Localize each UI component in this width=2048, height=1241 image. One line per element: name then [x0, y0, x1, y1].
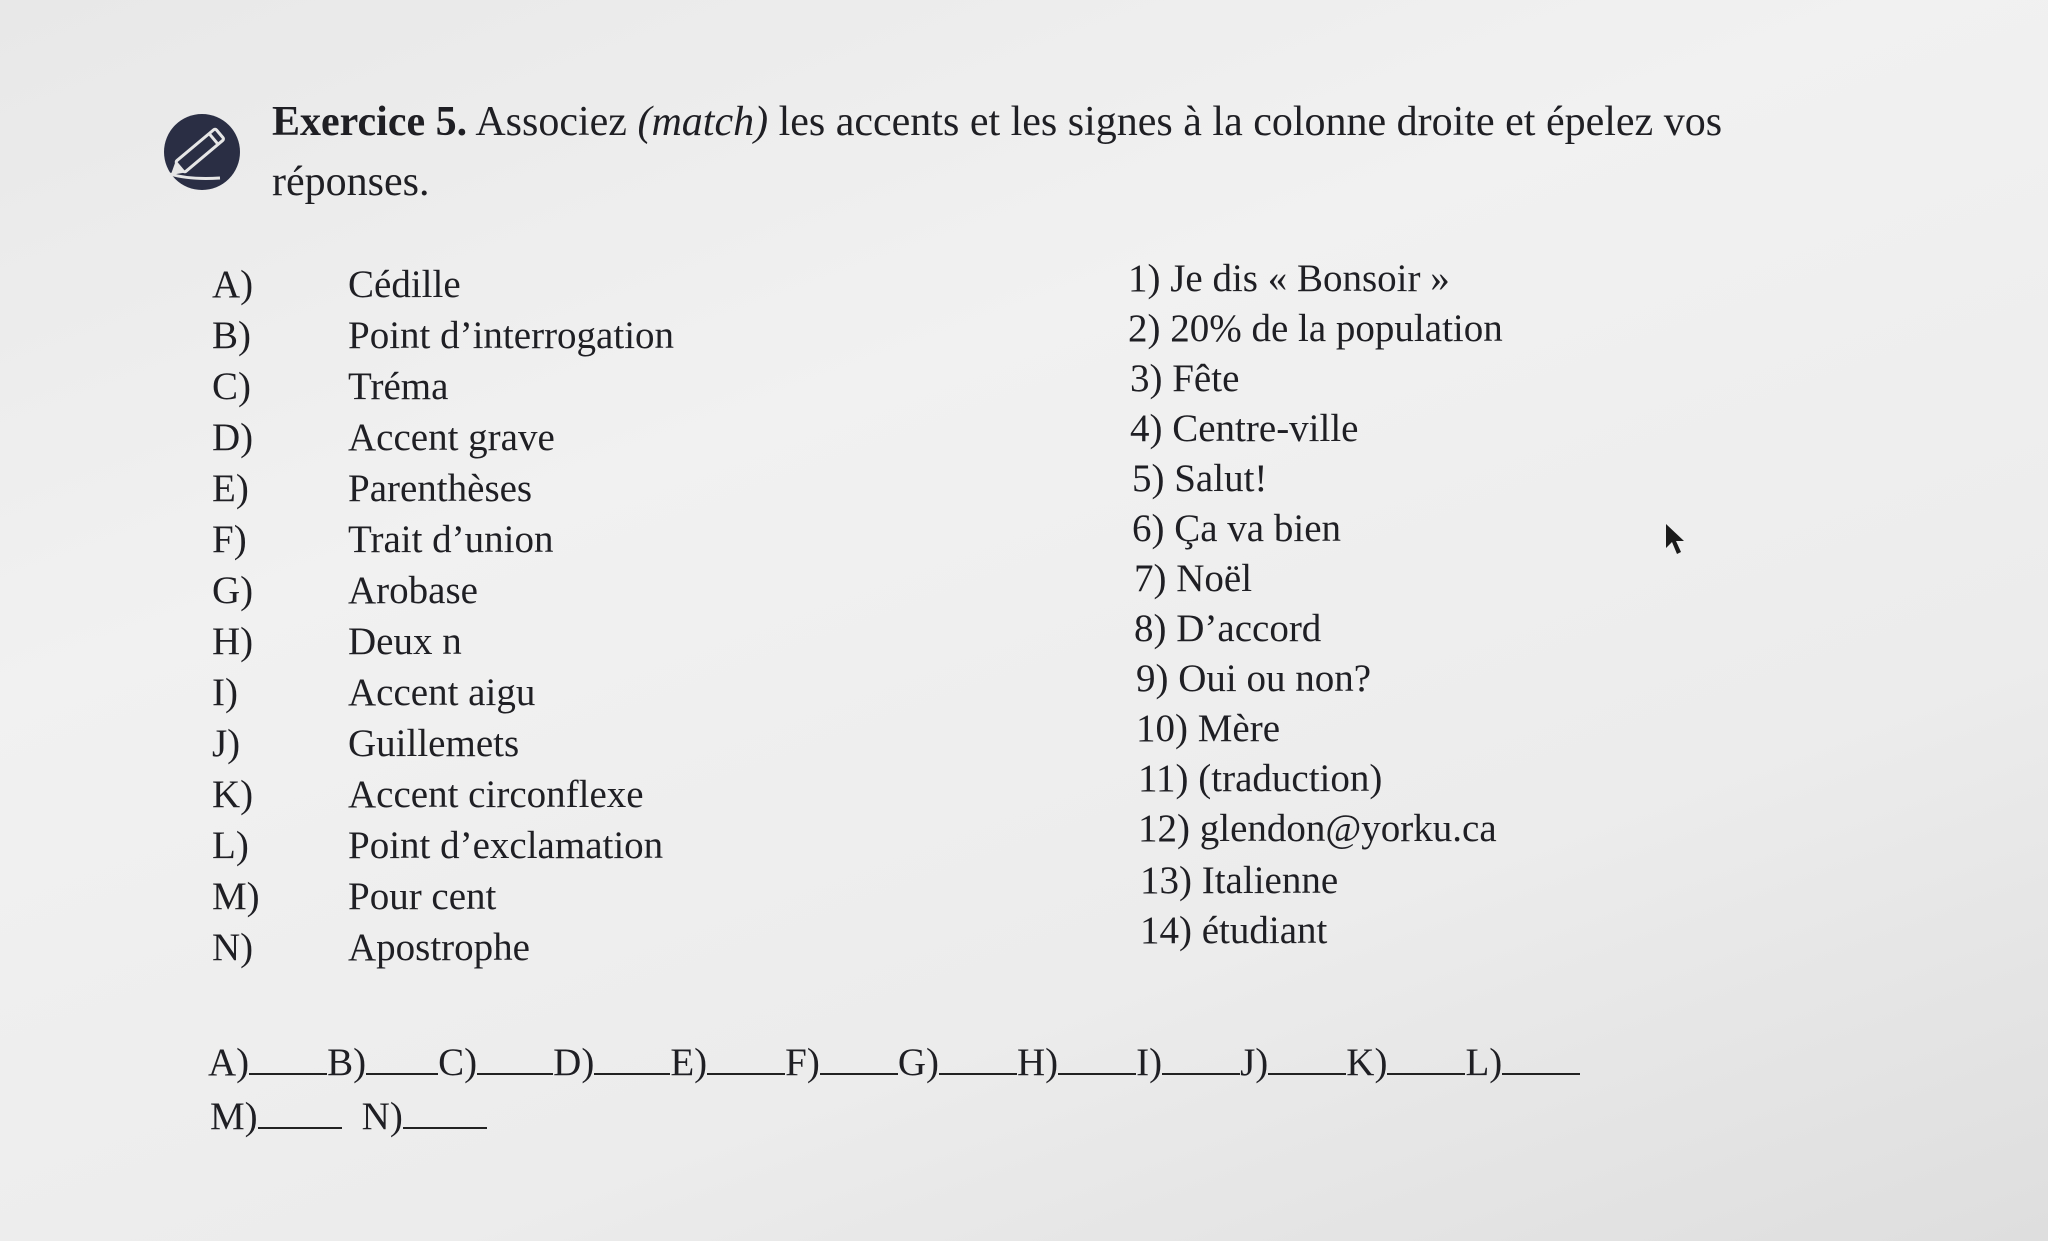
answer-blank[interactable] [1162, 1045, 1240, 1075]
right-item: 1) Je dis « Bonsoir » [1128, 257, 1450, 300]
exercise-heading [272, 92, 1792, 212]
item-term: Point d’interrogation [348, 314, 675, 357]
item-letter: I) [212, 671, 238, 714]
left-item [212, 721, 519, 766]
answer-blank[interactable] [477, 1045, 553, 1075]
answer-label: E) [670, 1041, 708, 1084]
item-letter: N) [212, 926, 254, 969]
answer-label: G) [897, 1041, 939, 1084]
item-letter: M) [212, 875, 260, 918]
answer-row [210, 1094, 487, 1139]
pencil-icon [160, 108, 244, 192]
left-item [212, 670, 535, 715]
answer-label: C) [438, 1041, 478, 1084]
right-item: 13) Italienne [1140, 859, 1339, 902]
item-letter: F) [212, 518, 247, 561]
left-item [212, 466, 532, 511]
left-item [212, 517, 554, 562]
item-term: Arobase [348, 569, 478, 612]
answer-label: A) [208, 1041, 250, 1084]
item-letter: A) [212, 263, 254, 306]
exercise-title: Exercice 5. [272, 99, 468, 145]
answer-blank[interactable] [258, 1099, 342, 1129]
right-item: 10) Mère [1136, 707, 1281, 750]
item-term: Point d’exclamation [348, 824, 664, 867]
item-term: Cédille [348, 263, 461, 306]
item-term: Deux n [348, 620, 462, 663]
answer-blank[interactable] [707, 1045, 785, 1075]
answer-blank[interactable] [1387, 1045, 1465, 1075]
left-item [212, 823, 663, 868]
right-item: 3) Fête [1130, 357, 1240, 400]
answer-blank[interactable] [1268, 1045, 1346, 1075]
answer-label: M) [210, 1095, 258, 1138]
answer-row [208, 1040, 1580, 1085]
answer-label: K) [1346, 1041, 1388, 1084]
right-item: 11) (traduction) [1138, 757, 1383, 800]
left-item [212, 874, 496, 919]
answer-blank[interactable] [594, 1045, 670, 1075]
answer-label: N) [361, 1095, 403, 1138]
right-item: 14) étudiant [1140, 909, 1328, 952]
right-item: 7) Noël [1134, 557, 1253, 600]
right-item: 5) Salut! [1132, 457, 1268, 500]
right-item: 4) Centre-ville [1130, 407, 1359, 450]
answer-label: F) [785, 1041, 820, 1084]
instruction-line2: réponses. [272, 159, 430, 205]
answer-blank[interactable] [249, 1045, 327, 1075]
item-term: Guillemets [348, 722, 520, 765]
item-term: Apostrophe [348, 926, 530, 969]
answer-blank[interactable] [820, 1045, 898, 1075]
item-letter: K) [212, 773, 254, 816]
mouse-cursor-icon [1664, 522, 1686, 556]
answer-blank[interactable] [403, 1099, 487, 1129]
instruction-end: les accents et les signes à la colonne droite et épelez vos [778, 99, 1723, 145]
instruction-italic: (match) [637, 99, 769, 145]
answer-label: D) [553, 1041, 595, 1084]
item-letter: H) [212, 620, 254, 663]
right-item: 9) Oui ou non? [1136, 657, 1372, 700]
right-item: 6) Ça va bien [1132, 507, 1342, 550]
answer-label: H) [1016, 1041, 1059, 1084]
left-item [212, 364, 448, 409]
item-term: Trait d’union [348, 518, 554, 561]
item-letter: B) [212, 314, 251, 357]
answer-blank[interactable] [1058, 1045, 1136, 1075]
item-term: Parenthèses [348, 467, 533, 510]
answer-label: L) [1465, 1041, 1503, 1084]
item-term: Tréma [348, 365, 449, 408]
answer-blank[interactable] [939, 1045, 1017, 1075]
answer-blank[interactable] [1502, 1045, 1580, 1075]
item-term: Accent aigu [348, 671, 536, 714]
left-item [212, 619, 462, 664]
answer-label: B) [327, 1041, 367, 1084]
item-term: Pour cent [348, 875, 497, 918]
answer-label: I) [1136, 1041, 1163, 1084]
item-letter: E) [212, 467, 249, 510]
item-letter: D) [212, 416, 254, 459]
right-item: 8) D’accord [1134, 607, 1322, 650]
answer-label: J) [1240, 1041, 1269, 1084]
left-item [212, 262, 461, 307]
item-letter: G) [212, 569, 254, 612]
left-item [212, 568, 478, 613]
left-item [212, 925, 530, 970]
left-item [212, 772, 644, 817]
left-item [212, 415, 555, 460]
item-letter: C) [212, 365, 251, 408]
item-letter: J) [212, 722, 241, 765]
right-item: 2) 20% de la population [1128, 307, 1503, 350]
item-term: Accent grave [348, 416, 555, 459]
instruction-start: Associez [475, 99, 627, 145]
left-item [212, 313, 674, 358]
right-item: 12) glendon@yorku.ca [1138, 807, 1497, 850]
answer-blank[interactable] [366, 1045, 438, 1075]
item-term: Accent circonflexe [348, 773, 644, 816]
item-letter: L) [212, 824, 249, 867]
